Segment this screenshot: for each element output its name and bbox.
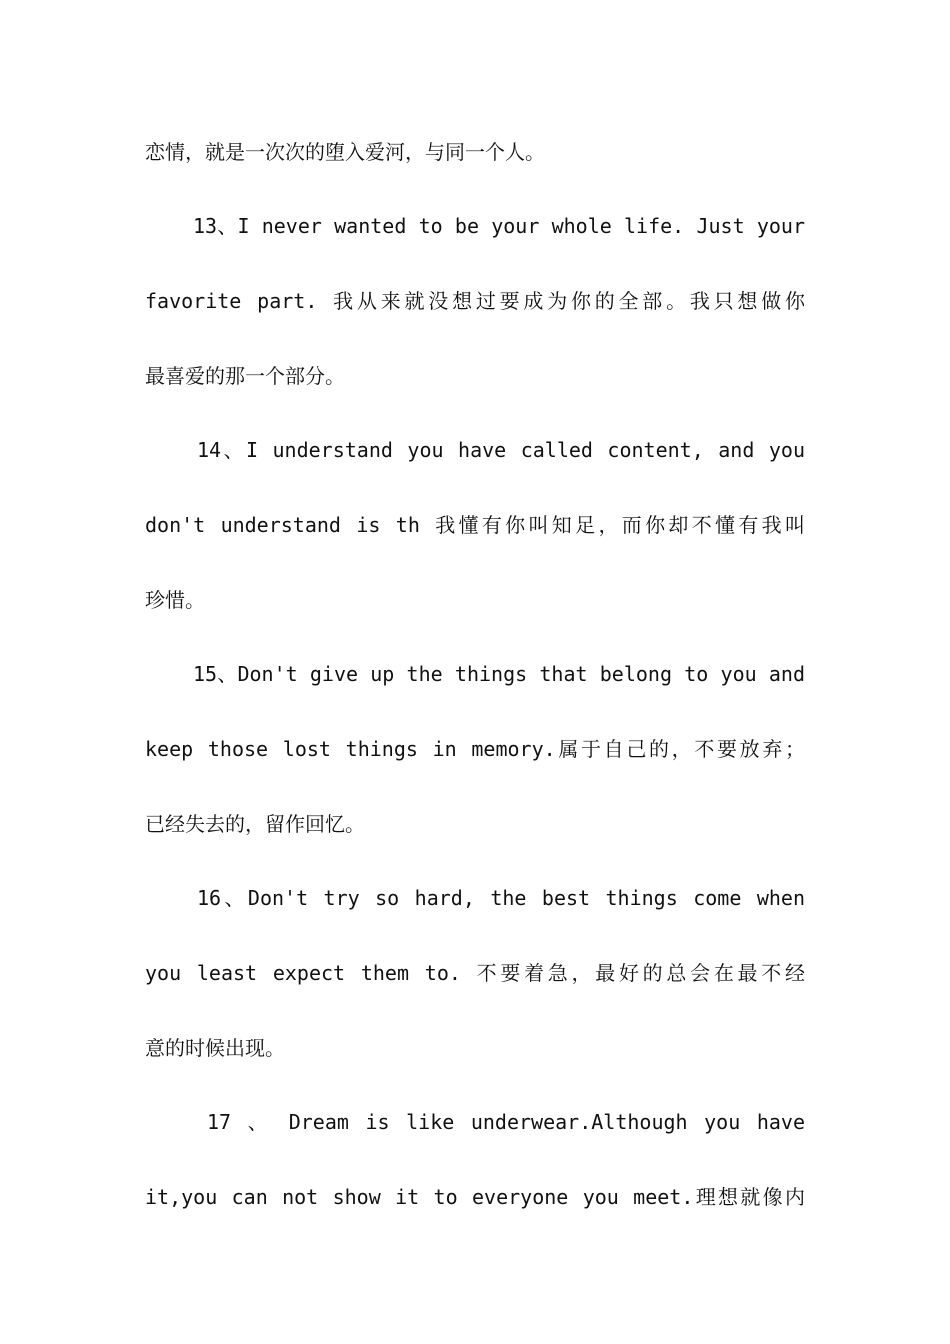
text-line: keep those lost things in memory.属于自己的，不要放弃； (145, 737, 805, 761)
text-line: 珍惜。 (145, 588, 205, 612)
text-line: 恋情，就是一次次的堕入爱河，与同一个人。 (145, 140, 545, 164)
text-line: 15、Don't give up the things that belong to you and (193, 662, 805, 686)
text-line: you least expect them to. 不要着急，最好的总会在最不经 (145, 961, 805, 985)
text-line: don't understand is th 我懂有你叫知足，而你却不懂有我叫 (145, 513, 805, 537)
text-line: 最喜爱的那一个部分。 (145, 364, 345, 388)
text-line: 意的时候出现。 (145, 1036, 285, 1060)
text-line: 13、I never wanted to be your whole life. Just your (193, 214, 805, 238)
text-line: 已经失去的，留作回忆。 (145, 812, 365, 836)
text-line: 16、Don't try so hard, the best things come when (197, 886, 805, 910)
text-line: 17 、 Dream is like underwear.Although you have (207, 1110, 805, 1134)
text-line: 14、I understand you have called content, and you (197, 438, 805, 462)
text-line: it,you can not show it to everyone you meet.理想就像内 (145, 1185, 805, 1209)
text-line: favorite part. 我从来就没想过要成为你的全部。我只想做你 (145, 289, 805, 313)
